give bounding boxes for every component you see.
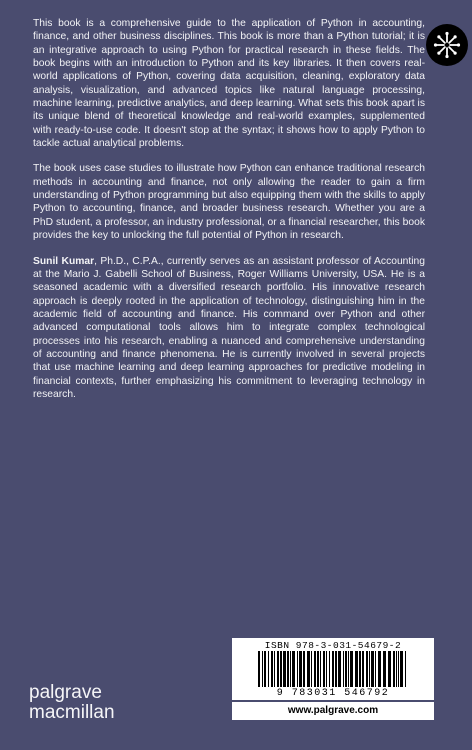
publisher-website: www.palgrave.com — [232, 702, 434, 720]
barcode-bar — [283, 651, 286, 687]
barcode-bar — [366, 651, 368, 687]
barcode-bars — [258, 651, 408, 687]
barcode-bar — [264, 651, 266, 687]
barcode-bar — [355, 651, 358, 687]
barcode-bar — [338, 651, 341, 687]
isbn-barcode — [232, 638, 434, 700]
isbn-label: ISBN 978-3-031-54679-2 — [264, 640, 402, 651]
barcode-bar — [317, 651, 319, 687]
barcode-bar — [378, 651, 381, 687]
barcode-bar — [343, 651, 344, 687]
barcode-bar — [268, 651, 269, 687]
barcode-bar — [329, 651, 330, 687]
barcode-bar — [311, 651, 312, 687]
barcode-bar — [299, 651, 302, 687]
author-bio — [33, 255, 425, 402]
description-paragraph-2: The book uses case studies to illustrate how Python can enhance traditional research methods in accounting and finance, not only allowing the reader to gain a firm understanding of Python programming but also equipping them with the skills to apply Python to accounting, finance, and broader business research. Whether you are a PhD student, a professor, an industry professional, or a financial researcher, this book provides the key to unlocking the full potential of Python in research. — [33, 163, 425, 242]
barcode-bar — [405, 651, 406, 687]
barcode-bar — [323, 651, 325, 687]
barcode-bar — [287, 651, 289, 687]
barcode-bar — [400, 651, 403, 687]
barcode-bar — [398, 651, 399, 687]
barcode-bar — [388, 651, 391, 687]
barcode-bar — [274, 651, 275, 687]
barcode-bar — [396, 651, 397, 687]
barcode-bar — [375, 651, 376, 687]
barcode-bar — [320, 651, 321, 687]
barcode-bar — [371, 651, 374, 687]
barcode-bar — [292, 651, 295, 687]
description-paragraph-1: This book is a comprehensive guide to the application of Python in accounting, finance, and other business disciplines. This book is more than a Python tutorial; it is an integrative approach to using Python for practical research in these fields. The book begins with an introduction to Python and its key libraries. It then covers real-world applications of Python, covering data acquisition, cleaning, exploratory data analysis, visualization, and advanced topics like natural language processing, machine learning, predictive analytics, and deep learning. What sets this book apart is its unique blend of theoretical knowledge and real-world examples, supplemented with ready-to-use code. It doesn't stop at the syntax; it shows how to apply Python to tackle actual analytical problems. — [33, 18, 425, 150]
barcode-bar — [280, 651, 282, 687]
barcode-bar — [262, 651, 263, 687]
author-name: Sunil Kumar — [33, 255, 95, 267]
barcode-bar — [383, 651, 386, 687]
barcode-bar — [335, 651, 337, 687]
publisher-logo-text — [29, 683, 115, 723]
barcode-digits: 9 783031 546792 — [276, 688, 390, 699]
barcode-bar — [277, 651, 279, 687]
barcode-bar — [369, 651, 370, 687]
author-bio-text: , Ph.D., C.P.A., currently serves as an assistant professor of Accounting at the Mario J. Gabelli School of Business, Roger Williams University, USA. He is a seasoned academic with a diversified research portfolio. His innovative research approach is deeply rooted in the application of technology, distinguishing him in the academic field of accounting and finance. His command over Python and other advanced computational tools allows him to integrate complex technological processes into his research, enabling a nuanced and comprehensive understanding of accounting and finance phenomena. He is currently involved in several projects that use machine learning and deep learning approaches for predictive modeling in financial contexts, further emphasizing his commitment to leveraging technology in research. — [33, 255, 426, 400]
barcode-bar — [290, 651, 291, 687]
barcode-bar — [307, 651, 310, 687]
barcode-bar — [359, 651, 361, 687]
barcode-bar — [348, 651, 349, 687]
publisher-name-line-1: palgrave — [29, 682, 102, 703]
barcode-bar — [362, 651, 364, 687]
publisher-name-line-2: macmillan — [29, 702, 115, 723]
palgrave-flower-logo-icon — [426, 24, 468, 66]
barcode-bar — [393, 651, 395, 687]
barcode-bar — [326, 651, 327, 687]
barcode-bar — [345, 651, 347, 687]
barcode-bar — [332, 651, 334, 687]
barcode-bar — [258, 651, 260, 687]
barcode-bar — [297, 651, 298, 687]
description-text — [33, 17, 425, 413]
barcode-bar — [271, 651, 273, 687]
barcode-bar — [350, 651, 353, 687]
barcode-bar — [314, 651, 316, 687]
barcode-bar — [303, 651, 305, 687]
